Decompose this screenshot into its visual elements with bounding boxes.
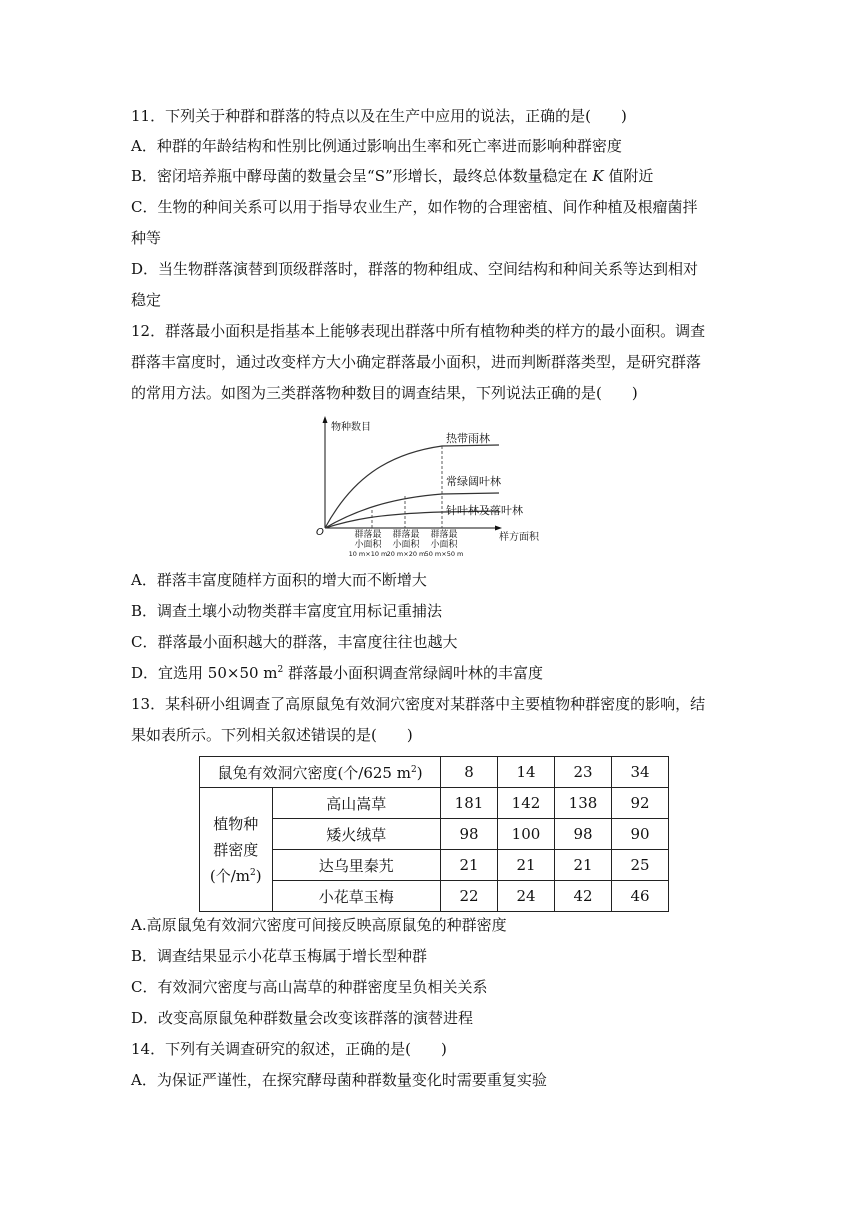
- q12-option-d: D．宜选用 50×50 $m^2$ 群落最小面积调查常绿阔叶林的丰富度: [131, 664, 544, 682]
- q13-stem-line1: 13．某科研小组调查了高原鼠兔有效洞穴密度对某群落中主要植物种群密度的影响，结: [131, 695, 706, 713]
- q12-stem-line3: 的常用方法。如图为三类群落物种数目的调查结果，下列说法正确的是( ): [131, 384, 638, 402]
- q11-option-d-line1: D．当生物群落演替到顶级群落时，群落的物种组成、空间结构和种间关系等达到相对: [131, 260, 699, 278]
- q11-option-a: A．种群的年龄结构和性别比例通过影响出生率和死亡率进而影响种群密度: [131, 137, 622, 155]
- density-header: 14: [498, 757, 555, 788]
- table-cell: 25: [612, 850, 669, 881]
- origin-label: O: [316, 527, 324, 538]
- marker-2-line2: 小面积: [392, 540, 420, 550]
- plant-name: 达乌里秦艽: [272, 850, 441, 881]
- q13-option-a: A.高原鼠兔有效洞穴密度可间接反映高原鼠兔的种群密度: [131, 916, 507, 934]
- q13-option-d: D．改变高原鼠兔种群数量会改变该群落的演替进程: [131, 1009, 474, 1027]
- q13-option-c: C．有效洞穴密度与高山嵩草的种群密度呈负相关关系: [131, 978, 488, 996]
- density-header: 23: [555, 757, 612, 788]
- table-cell: 142: [498, 788, 555, 819]
- table-cell: 46: [612, 881, 669, 912]
- table-cell: 21: [555, 850, 612, 881]
- marker-1-line2: 小面积: [354, 540, 382, 550]
- q14-option-a: A．为保证严谨性，在探究酵母菌种群数量变化时需要重复实验: [131, 1071, 547, 1089]
- table-row: [200, 788, 669, 819]
- table-cell: 22: [441, 881, 498, 912]
- marker-3-size: 50 m×50 m: [424, 550, 464, 558]
- table-header-row: [200, 757, 669, 788]
- table-cell: 181: [441, 788, 498, 819]
- table-cell: 98: [441, 819, 498, 850]
- q11-option-b: B．密闭培养瓶中酵母菌的数量会呈“S”形增长，最终总体数量稳定在 K 值附近: [131, 167, 654, 185]
- curve-label-conifer-deciduous: 针叶林及落叶林: [446, 504, 523, 517]
- x-axis-arrow: [495, 526, 502, 531]
- marker-1-size: 10 m×10 m: [348, 550, 388, 558]
- curve-label-tropical-rainforest: 热带雨林: [446, 432, 490, 445]
- plant-name: 高山嵩草: [272, 788, 441, 819]
- table-cell: 100: [498, 819, 555, 850]
- table-cell: 21: [441, 850, 498, 881]
- q13-stem-line2: 果如表所示。下列相关叙述错误的是( ): [131, 726, 413, 744]
- plant-name: 矮火绒草: [272, 819, 441, 850]
- marker-1-line1: 群落最: [354, 530, 382, 540]
- curve-label-evergreen-broadleaf: 常绿阔叶林: [446, 475, 501, 488]
- density-header: 8: [441, 757, 498, 788]
- table-cell: 21: [498, 850, 555, 881]
- y-axis-arrow: [323, 416, 328, 423]
- density-header: 34: [612, 757, 669, 788]
- table-cell: 138: [555, 788, 612, 819]
- q12-option-c: C．群落最小面积越大的群落，丰富度往往也越大: [131, 633, 458, 651]
- marker-3-line2: 小面积: [430, 540, 458, 550]
- table-header-cell: 鼠兔有效洞穴密度(个/625 $m^2$): [200, 757, 441, 788]
- burrow-density-table: [199, 756, 669, 912]
- table-cell: 92: [612, 788, 669, 819]
- y-axis-label: 物种数目: [331, 422, 371, 433]
- marker-3-line1: 群落最: [430, 530, 458, 540]
- q14-stem: 14．下列有关调查研究的叙述，正确的是( ): [131, 1040, 447, 1058]
- table-cell: 98: [555, 819, 612, 850]
- table-cell: 90: [612, 819, 669, 850]
- q12-option-a: A．群落丰富度随样方面积的增大而不断增大: [131, 571, 427, 589]
- q12-option-b: B．调查土壤小动物类群丰富度宜用标记重捕法: [131, 602, 443, 620]
- k-symbol: K: [592, 167, 604, 185]
- table-cell: 42: [555, 881, 612, 912]
- q11-stem: 11．下列关于种群和群落的特点以及在生产中应用的说法，正确的是( ): [131, 107, 627, 125]
- q12-stem-line1: 12．群落最小面积是指基本上能够表现出群落中所有植物种类的样方的最小面积。调查: [131, 322, 706, 340]
- plant-name: 小花草玉梅: [272, 881, 441, 912]
- group-label-cell: 植物种 群密度 (个$/m^2$): [200, 788, 273, 912]
- q11-option-c-line1: C．生物的种间关系可以用于指导农业生产，如作物的合理密植、间作种植及根瘤菌拌: [131, 198, 698, 216]
- q13-option-b: B．调查结果显示小花草玉梅属于增长型种群: [131, 947, 428, 965]
- q11-option-c-line2: 种等: [131, 229, 162, 247]
- marker-2-line1: 群落最: [392, 530, 420, 540]
- marker-2-size: 20 m×20 m: [386, 550, 426, 558]
- q11-option-d-line2: 稳定: [131, 291, 162, 309]
- q12-stem-line2: 群落丰富度时，通过改变样方大小确定群落最小面积，进而判断群落类型，是研究群落: [131, 353, 702, 371]
- x-axis-label: 样方面积: [499, 532, 539, 543]
- table-cell: 24: [498, 881, 555, 912]
- species-area-figure: [306, 410, 566, 560]
